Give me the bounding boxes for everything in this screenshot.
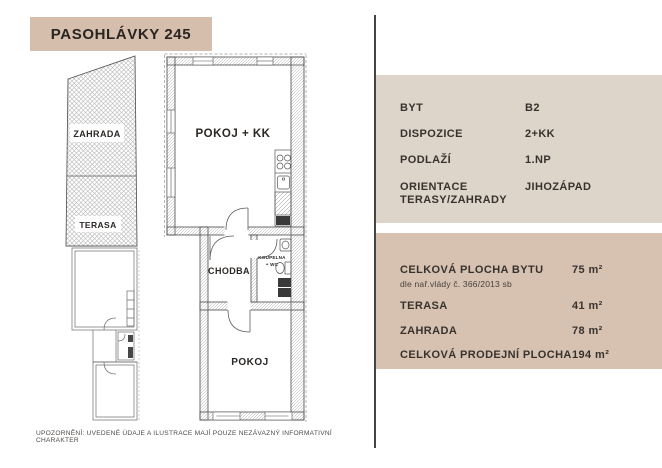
bathroom-label-line1: KOUPELNA	[258, 255, 286, 260]
info-row-dispozice	[400, 128, 652, 141]
area-label: ZAHRADA	[400, 324, 458, 337]
area-row-zahrada	[400, 325, 652, 338]
info-row-podlazi	[400, 154, 652, 167]
info-label: DISPOZICE	[400, 128, 463, 141]
area-label: TERASA	[400, 300, 448, 313]
info-label: PODLAŽÍ	[400, 154, 452, 167]
project-title: PASOHLÁVKY 245	[50, 25, 192, 43]
info-value: B2	[525, 102, 540, 114]
bedroom-label: POKOJ	[231, 357, 269, 368]
info-label: ORIENTACE TERASY/ZAHRADY	[400, 180, 508, 206]
kitchen-block	[275, 150, 291, 226]
info-value: 2+KK	[525, 128, 556, 141]
info-value: JIHOZÁPAD	[525, 180, 592, 193]
area-value: 194 m²	[572, 348, 610, 361]
area-label-main: CELKOVÁ PLOCHA BYTU	[400, 264, 544, 276]
area-value: 78 m²	[572, 324, 603, 337]
unit-info-panel	[376, 75, 662, 223]
bathroom-fixtures	[276, 239, 291, 297]
area-row-terasa	[400, 300, 652, 313]
area-label	[400, 264, 572, 289]
garden-label: ZAHRADA	[73, 129, 121, 139]
info-label: BYT	[400, 102, 424, 114]
info-value: 1.NP	[525, 154, 552, 167]
area-row-plocha-bytu	[400, 264, 652, 289]
hall-label: CHODBA	[208, 266, 250, 276]
area-label: CELKOVÁ PRODEJNÍ PLOCHA	[400, 348, 572, 361]
info-row-byt	[400, 102, 652, 115]
disclaimer-text: UPOZORNĚNÍ: UVEDENÉ ÚDAJE A ILUSTRACE MAJÍ POUZE NEZÁVAZNÝ INFORMATIVNÍ CHARAKTER	[36, 430, 332, 444]
bathroom-label-line2: + WC	[265, 262, 279, 267]
stove-icon	[277, 155, 283, 161]
area-row-prodejni-plocha	[400, 349, 652, 362]
area-value: 41 m²	[572, 300, 603, 313]
area-info-panel	[376, 233, 662, 369]
area-value: 75 m²	[572, 264, 603, 276]
area-label-sub: dle nař.vlády č. 366/2013 sb	[400, 279, 512, 290]
toilet-icon	[285, 262, 291, 274]
site-mini-plan	[72, 248, 139, 420]
terrace-label: TERASA	[79, 220, 117, 230]
garden-terrace-parcel	[66, 56, 137, 246]
windows	[167, 57, 292, 420]
living-room-label: POKOJ + KK	[195, 128, 271, 140]
info-row-orientace	[400, 181, 652, 207]
